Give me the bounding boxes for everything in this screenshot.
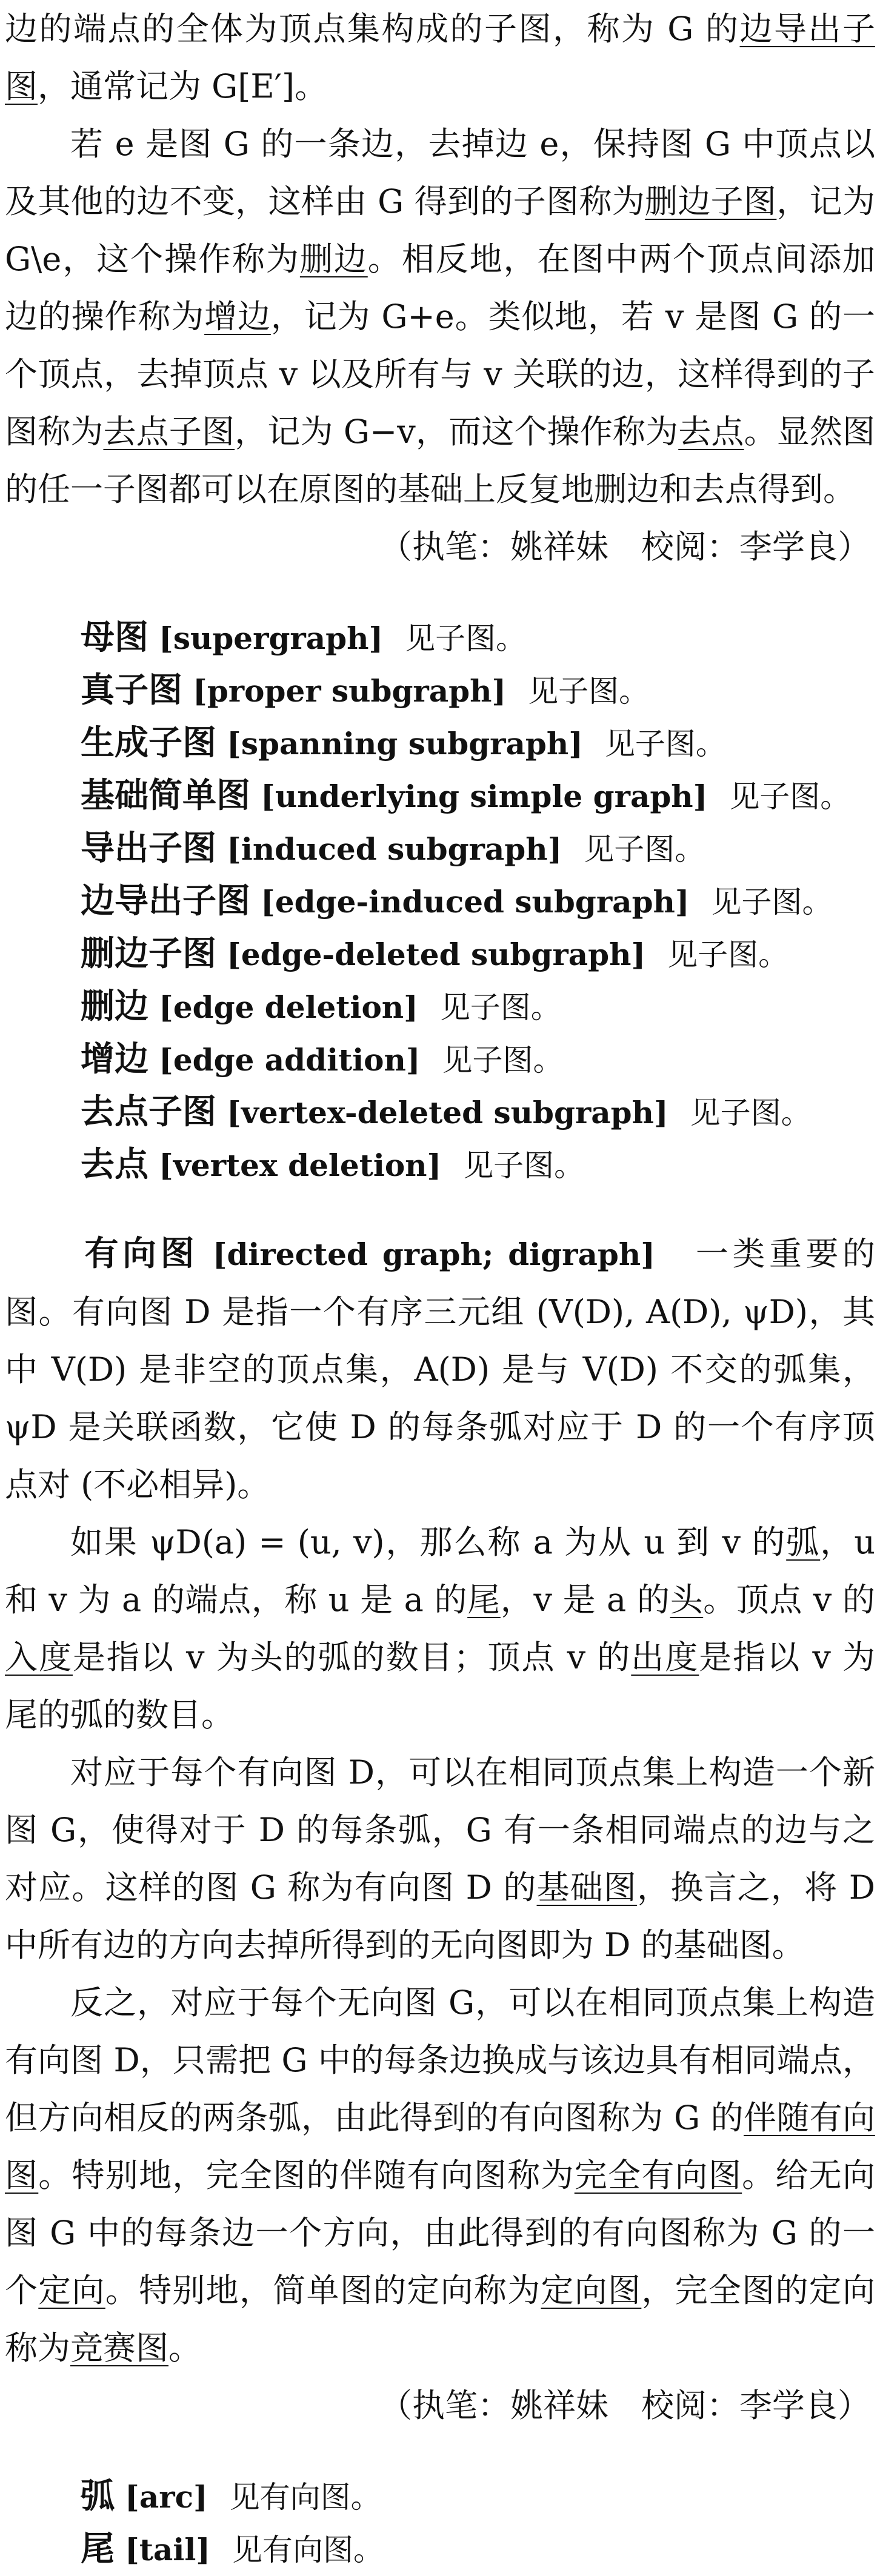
see-reference: 见子图。 <box>442 1043 564 1078</box>
english-term: [arc] <box>125 2479 208 2515</box>
text-run: ，完全图的定向称为 <box>5 2271 876 2367</box>
cross-reference-entry <box>5 770 875 823</box>
text-run: 。相反地，在图中两个顶点间添加边的操作称为 <box>5 240 876 336</box>
see-reference: 见子图。 <box>528 674 650 709</box>
cross-reference-entry <box>5 2471 875 2523</box>
english-term: [edge deletion] <box>159 989 418 1025</box>
text-run: ，v 是 a 的 <box>500 1581 670 1619</box>
credit-line-1: （执笔：姚祥妹 校阅：李学良） <box>379 528 870 566</box>
cross-reference-entry <box>5 665 875 717</box>
text-run: 。 <box>168 2329 201 2367</box>
term-vertex-deletion: 去点 <box>678 413 744 451</box>
credit-line-2: （执笔：姚祥妹 校阅：李学良） <box>379 2386 870 2425</box>
headword: 边导出子图 <box>81 881 250 921</box>
cross-reference-entry <box>5 2523 875 2576</box>
english-term: [tail] <box>125 2532 210 2568</box>
english-term-digraph: [directed graph; digraph] <box>212 1237 655 1272</box>
see-reference: 见子图。 <box>711 885 833 920</box>
term-head: 头 <box>670 1581 704 1619</box>
term-vertex-deleted-subgraph: 去点子图 <box>103 413 235 451</box>
term-edge-induced-subgraph: 边导出子图 <box>5 10 876 105</box>
english-term: [induced subgraph] <box>227 831 562 867</box>
headword: 删边 <box>81 987 148 1026</box>
text-run: 是指以 v 为尾的弧的数目。 <box>5 1638 876 1734</box>
text-run: ，记为 G+e。类似地，若 v 是图 G 的一个顶点，去掉顶点 v 以及所有与 v 关联的边，这样得到的子图称为 <box>5 297 876 451</box>
deletion-paragraph <box>5 115 875 518</box>
headword-digraph: 有向图 <box>81 1234 199 1273</box>
see-reference: 见子图。 <box>439 990 561 1025</box>
text-run: 反之，对应于每个无向图 G，可以在相同顶点集上构造有向图 D，只需把 G 中的每条边换成与该边具有相同端点，但方向相反的两条弧，由此得到的有向图称为 G 的 <box>5 1983 875 2137</box>
text-run: 。显然图的任一子图都可以在原图的基础上反复地删边和去点得到。 <box>5 413 876 508</box>
cross-reference-entry <box>5 1086 875 1139</box>
headword: 真子图 <box>81 671 182 710</box>
english-term: [vertex deletion] <box>159 1147 442 1183</box>
text-run: ，记为 G\e，这个操作称为 <box>5 182 875 278</box>
term-oriented-graph: 定向图 <box>541 2271 642 2309</box>
english-term: [edge-induced subgraph] <box>261 884 690 920</box>
cross-reference-entry <box>5 875 875 928</box>
term-edge-addition: 增边 <box>204 297 271 336</box>
term-tournament: 竞赛图 <box>70 2329 168 2367</box>
headword: 去点 <box>81 1145 148 1184</box>
headword: 生成子图 <box>81 723 216 763</box>
text-run: ，u 和 v 为 a 的端点，称 u 是 a 的 <box>5 1523 875 1619</box>
term-edge-deleted-subgraph: 删边子图 <box>645 182 777 221</box>
headword: 增边 <box>81 1040 148 1079</box>
headword: 删边子图 <box>81 934 216 974</box>
cross-reference-entry <box>5 981 875 1034</box>
see-reference: 见有向图。 <box>229 2480 381 2515</box>
text-run: 若 e 是图 G 的一条边，去掉边 e，保持图 G 中顶点以及其他的边不变，这样由 G 得到的子图称为 <box>5 125 875 221</box>
see-reference: 见子图。 <box>667 937 789 972</box>
term-associated-digraph: 伴随有向图 <box>5 2099 875 2194</box>
cross-reference-list-2 <box>5 2471 875 2576</box>
english-term: [proper subgraph] <box>193 673 507 709</box>
term-tail: 尾 <box>467 1581 501 1619</box>
term-underlying-graph: 基础图 <box>536 1868 638 1907</box>
headword: 母图 <box>81 618 148 657</box>
cross-reference-entry <box>5 1034 875 1086</box>
term-edge-deletion: 删边 <box>299 240 368 278</box>
cross-reference-entry <box>5 1139 875 1192</box>
text-run: 对应于每个有向图 D，可以在相同顶点集上构造一个新图 G，使得对于 D 的每条弧，G 有一条相同端点的边与之对应。这样的图 G 称为有向图 D 的 <box>5 1753 875 1907</box>
underlying-graph-paragraph <box>5 1744 875 1974</box>
cross-reference-entry <box>5 717 875 770</box>
headword: 导出子图 <box>81 829 216 868</box>
see-reference: 见子图。 <box>463 1148 585 1183</box>
arc-paragraph <box>5 1513 875 1744</box>
headword: 弧 <box>81 2477 115 2516</box>
see-reference: 见有向图。 <box>232 2532 384 2568</box>
see-reference: 见子图。 <box>584 832 705 867</box>
digraph-definition: 一类重要的图。有向图 D 是指一个有序三元组 (V(D), A(D), ψD)，其中 V(D) 是非空的顶点集，A(D) 是与 V(D) 不交的弧集，ψD 是关联函数，它使 D 的每条弧对应于 D 的一个有序顶点对 (不必相异)。 <box>5 1235 876 1504</box>
see-reference: 见子图。 <box>690 1095 812 1130</box>
headword: 去点子图 <box>81 1092 216 1132</box>
cross-reference-entry <box>5 928 875 981</box>
digraph-entry <box>5 1225 875 1513</box>
see-reference: 见子图。 <box>604 726 726 762</box>
text-run: 。顶点 v 的 <box>703 1581 876 1619</box>
english-term: [edge-deleted subgraph] <box>227 937 646 972</box>
cross-reference-entry <box>5 823 875 875</box>
term-arc: 弧 <box>786 1523 821 1561</box>
term-complete-digraph: 完全有向图 <box>574 2156 742 2194</box>
cross-reference-entry <box>5 612 875 665</box>
see-reference: 见子图。 <box>405 621 527 656</box>
see-reference: 见子图。 <box>729 779 851 814</box>
term-orientation: 定向 <box>38 2271 105 2309</box>
english-term: [edge addition] <box>159 1042 421 1078</box>
text-run: 是指以 v 为头的弧的数目；顶点 v 的 <box>72 1638 632 1676</box>
orientation-paragraph <box>5 1974 875 2377</box>
text-run: ，通常记为 G[E′]。 <box>38 67 328 105</box>
text-run: ，记为 G−v，而这个操作称为 <box>235 413 679 451</box>
cross-reference-list-1 <box>5 612 875 1192</box>
text-run: ，换言之，将 D 中所有边的方向去掉所得到的无向图即为 D 的基础图。 <box>5 1868 875 1964</box>
text-run: 如果 ψD(a) = (u, v)，那么称 a 为从 u 到 v 的 <box>70 1523 787 1561</box>
term-in-degree: 入度 <box>5 1638 73 1676</box>
english-term: [supergraph] <box>159 620 384 656</box>
english-term: [spanning subgraph] <box>227 726 583 762</box>
text-run: 。给无向图 G 中的每条边一个方向，由此得到的有向图称为 G 的一个 <box>5 2156 876 2309</box>
english-term: [vertex-deleted subgraph] <box>227 1095 668 1130</box>
headword: 尾 <box>81 2529 115 2569</box>
term-out-degree: 出度 <box>631 1638 699 1676</box>
text-run: 。特别地，简单图的定向称为 <box>105 2271 541 2309</box>
text-run: 。特别地，完全图的伴随有向图称为 <box>38 2156 575 2194</box>
text-run: 边的端点的全体为顶点集构成的子图，称为 G 的 <box>5 10 740 48</box>
intro-paragraph <box>5 0 875 115</box>
english-term: [underlying simple graph] <box>261 778 708 814</box>
headword: 基础简单图 <box>81 776 250 815</box>
